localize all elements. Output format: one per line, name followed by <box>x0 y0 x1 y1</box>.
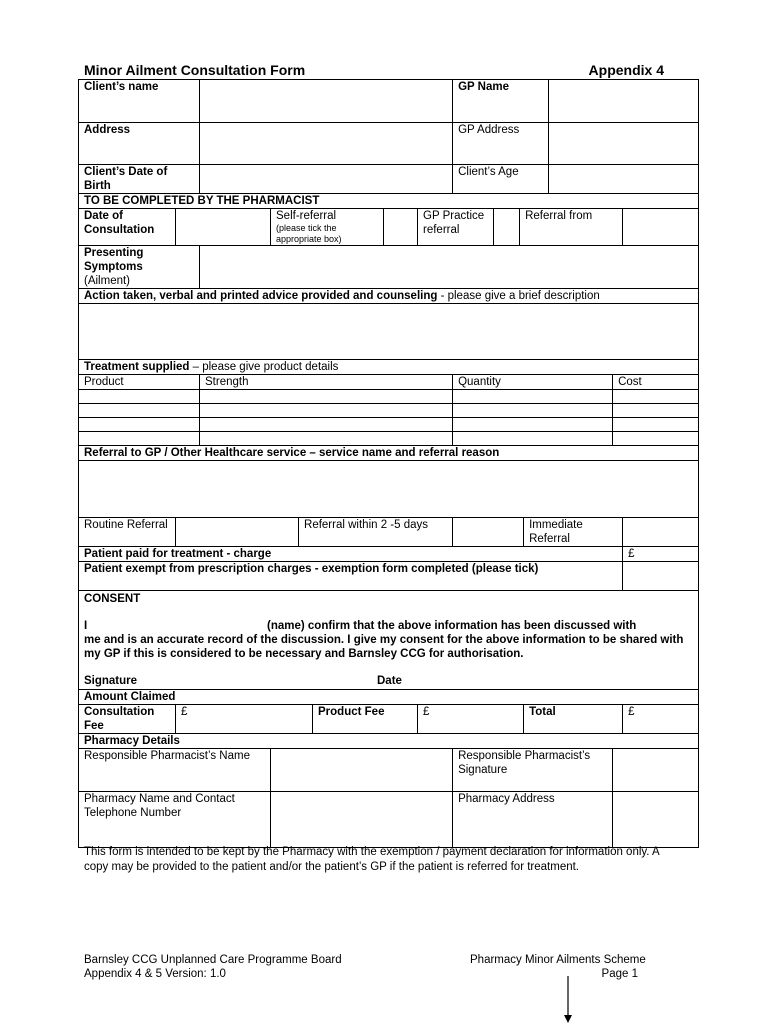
consultation-fee-label: Consultation Fee <box>79 705 176 734</box>
appendix-label: Appendix 4 <box>588 62 664 78</box>
product-cell[interactable] <box>79 404 200 418</box>
footer-page-number: Page 1 <box>601 968 638 980</box>
immediate-referral-tickbox[interactable] <box>623 518 699 547</box>
pharmacy-heading-row <box>79 734 699 749</box>
treatment-row <box>79 418 699 432</box>
strength-cell[interactable] <box>200 432 453 446</box>
action-field[interactable] <box>79 304 699 360</box>
product-cell[interactable] <box>79 418 200 432</box>
pharmacy-address-label: Pharmacy Address <box>453 792 613 848</box>
total-currency: £ <box>628 706 635 718</box>
routine-referral-tickbox[interactable] <box>176 518 299 547</box>
consultation-row <box>79 209 699 246</box>
self-referral-label: Self-referral <box>276 210 337 222</box>
claim-heading: Amount Claimed <box>79 690 699 705</box>
strength-cell[interactable] <box>200 418 453 432</box>
cost-cell[interactable] <box>613 404 699 418</box>
pharmacist-heading-row <box>79 194 699 209</box>
gp-practice-referral-label: GP Practice referral <box>418 209 494 246</box>
product-cell[interactable] <box>79 390 200 404</box>
symptoms-row <box>79 246 699 289</box>
gp-name-label: GP Name <box>453 80 549 123</box>
pharmacist-heading: TO BE COMPLETED BY THE PHARMACIST <box>79 194 699 209</box>
cost-cell[interactable] <box>613 418 699 432</box>
claim-row <box>79 705 699 734</box>
responsible-signature-label: Responsible Pharmacist’s Signature <box>453 749 613 792</box>
age-label: Client’s Age <box>453 165 549 194</box>
strength-cell[interactable] <box>200 390 453 404</box>
client-name-label: Client’s name <box>79 80 200 123</box>
routine-referral-label: Routine Referral <box>79 518 176 547</box>
pharmacy-address-field[interactable] <box>613 792 699 848</box>
product-cell[interactable] <box>79 432 200 446</box>
gp-address-label: GP Address <box>453 123 549 165</box>
action-label: Action taken, verbal and printed advice provided and counseling <box>84 290 438 302</box>
client-name-row <box>79 80 699 123</box>
referral-heading-row <box>79 446 699 461</box>
symptoms-label-cell <box>79 246 200 289</box>
date-consultation-field[interactable] <box>176 209 271 246</box>
date-label: Date <box>377 675 402 687</box>
treatment-row <box>79 404 699 418</box>
consent-i: I <box>84 620 88 632</box>
dob-field[interactable] <box>200 165 453 194</box>
pharmacy-contact-row <box>79 792 699 848</box>
treatment-heading-row <box>79 360 699 375</box>
self-referral-tickbox[interactable] <box>384 209 418 246</box>
consent-heading: CONSENT <box>84 593 141 605</box>
referral-type-row <box>79 518 699 547</box>
pharmacist-name-row <box>79 749 699 792</box>
strength-cell[interactable] <box>200 404 453 418</box>
responsible-name-field[interactable] <box>271 749 453 792</box>
referral-within-label: Referral within 2 -5 days <box>299 518 453 547</box>
down-arrow-icon <box>561 976 575 1024</box>
address-row <box>79 123 699 165</box>
footer-board: Barnsley CCG Unplanned Care Programme Board <box>84 954 342 966</box>
pharmacy-name-contact-field[interactable] <box>271 792 453 848</box>
quantity-cell[interactable] <box>453 418 613 432</box>
consent-cell <box>79 591 699 690</box>
total-field[interactable] <box>623 705 699 734</box>
consent-line1: (name) confirm that the above information has been discussed with <box>267 620 637 632</box>
cost-cell[interactable] <box>613 432 699 446</box>
client-name-field[interactable] <box>200 80 453 123</box>
footer-left <box>84 953 342 981</box>
consultation-fee-field[interactable] <box>176 705 313 734</box>
product-fee-field[interactable] <box>418 705 524 734</box>
treatment-row <box>79 390 699 404</box>
product-fee-label: Product Fee <box>313 705 418 734</box>
treatment-columns-row <box>79 375 699 390</box>
title-row <box>84 62 664 80</box>
gp-practice-tickbox[interactable] <box>494 209 520 246</box>
action-field-row <box>79 304 699 360</box>
responsible-name-label: Responsible Pharmacist’s Name <box>79 749 271 792</box>
footer-version: Appendix 4 & 5 Version: 1.0 <box>84 968 226 980</box>
paid-label: Patient paid for treatment - charge <box>79 547 623 562</box>
cost-cell[interactable] <box>613 390 699 404</box>
symptoms-sub: (Ailment) <box>84 275 131 287</box>
paid-currency: £ <box>628 548 635 560</box>
consultation-form-table <box>78 79 699 848</box>
treatment-row <box>79 432 699 446</box>
address-field[interactable] <box>200 123 453 165</box>
quantity-cell[interactable] <box>453 404 613 418</box>
referral-from-label: Referral from <box>520 209 623 246</box>
immediate-referral-label: Immediate Referral <box>524 518 623 547</box>
treatment-heading <box>79 360 699 375</box>
age-field[interactable] <box>549 165 699 194</box>
action-note: - please give a brief description <box>437 290 600 302</box>
referral-field[interactable] <box>79 461 699 518</box>
gp-name-field[interactable] <box>549 80 699 123</box>
col-quantity: Quantity <box>453 375 613 390</box>
form-title: Minor Ailment Consultation Form <box>84 62 306 78</box>
referral-within-tickbox[interactable] <box>453 518 524 547</box>
total-label: Total <box>524 705 623 734</box>
address-label: Address <box>79 123 200 165</box>
consent-text: me and is an accurate record of the discussion. I give my consent for the above information to be shared with my GP if this is considered to be necessary and Barnsley CCG for authorisation. <box>84 634 684 660</box>
referral-from-field[interactable] <box>623 209 699 246</box>
symptoms-field[interactable] <box>200 246 699 289</box>
footnote: This form is intended to be kept by the Pharmacy with the exemption / payment declaration for information only. A copy may be provided to the patient and/or the patient’s GP if the patient is referred for treatment. <box>84 846 660 873</box>
pharmacy-name-contact-label: Pharmacy Name and Contact Telephone Number <box>79 792 271 848</box>
date-consultation-label: Date of Consultation <box>79 209 176 246</box>
symptoms-label: Presenting Symptoms <box>84 247 144 273</box>
exempt-label: Patient exempt from prescription charges - exemption form completed (please tick) <box>79 562 623 591</box>
product-fee-currency: £ <box>423 706 430 718</box>
paid-amount-field[interactable] <box>623 547 699 562</box>
col-product: Product <box>79 375 200 390</box>
referral-field-row <box>79 461 699 518</box>
treatment-note: – please give product details <box>189 361 339 373</box>
dob-label: Client’s Date of Birth <box>79 165 200 194</box>
responsible-signature-field[interactable] <box>613 749 699 792</box>
exempt-tickbox[interactable] <box>623 562 699 591</box>
referral-heading: Referral to GP / Other Healthcare service – service name and referral reason <box>79 446 699 461</box>
gp-address-field[interactable] <box>549 123 699 165</box>
self-referral-cell <box>271 209 384 246</box>
tick-note: (please tick the appropriate box) <box>276 223 342 244</box>
treatment-label: Treatment supplied <box>84 361 190 373</box>
consent-row <box>79 591 699 690</box>
col-strength: Strength <box>200 375 453 390</box>
dob-row <box>79 165 699 194</box>
action-heading <box>79 289 699 304</box>
consultation-fee-currency: £ <box>181 706 188 718</box>
claim-heading-row <box>79 690 699 705</box>
quantity-cell[interactable] <box>453 390 613 404</box>
col-cost: Cost <box>613 375 699 390</box>
action-heading-row <box>79 289 699 304</box>
paid-row <box>79 547 699 562</box>
footer-scheme: Pharmacy Minor Ailments Scheme <box>470 954 646 966</box>
exempt-row <box>79 562 699 591</box>
signature-label: Signature <box>84 675 138 687</box>
pharmacy-heading: Pharmacy Details <box>79 734 699 749</box>
quantity-cell[interactable] <box>453 432 613 446</box>
